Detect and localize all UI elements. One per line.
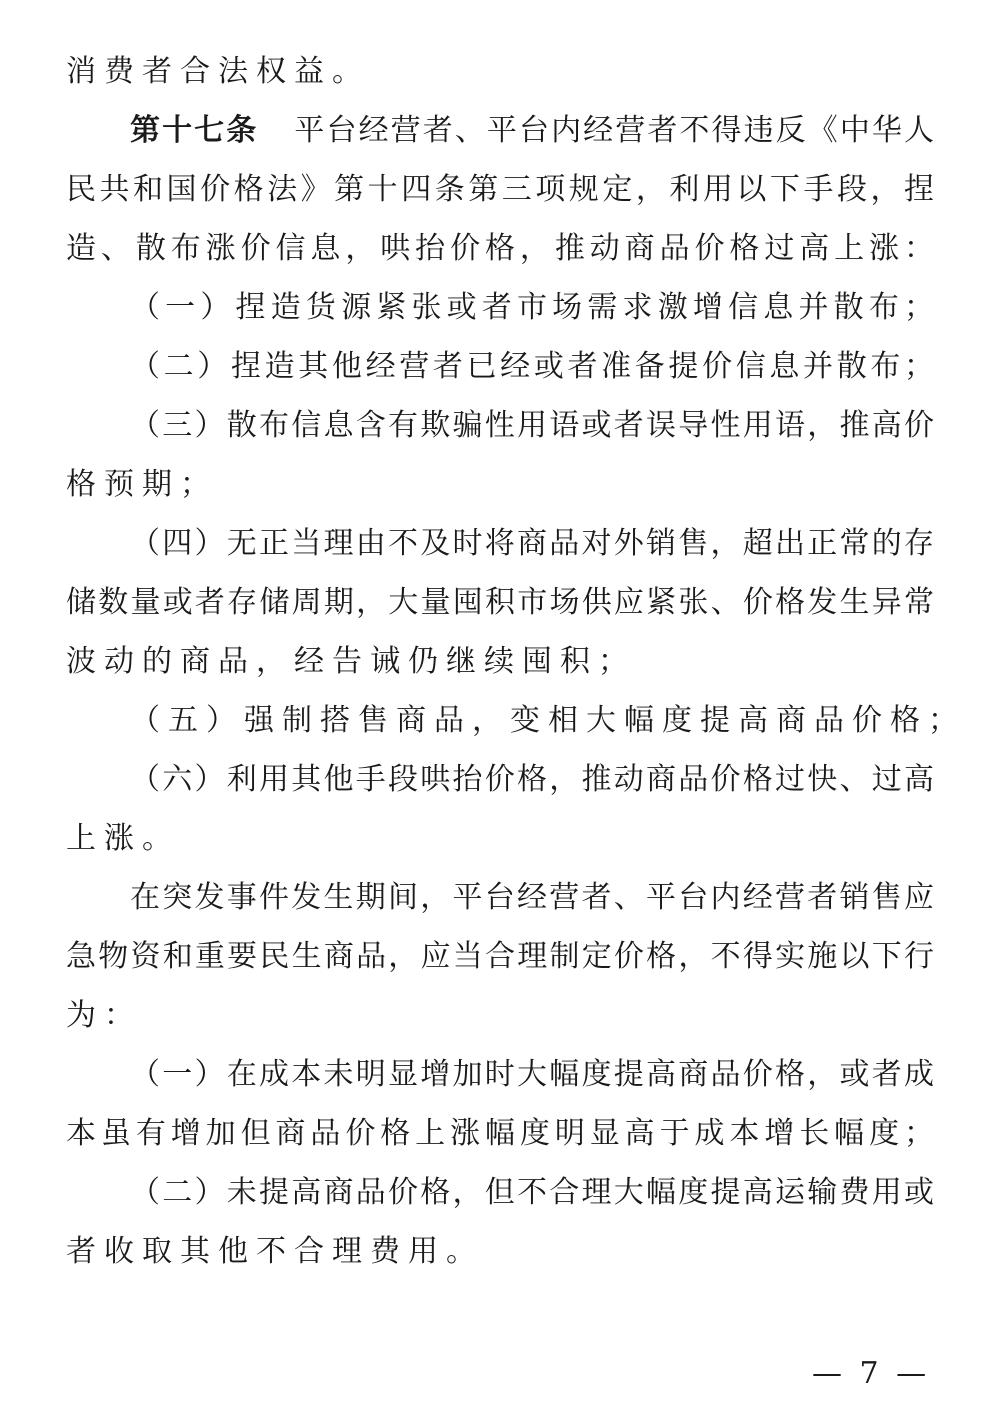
paragraph-line: （六）利用其他手段哄抬价格，推动商品价格过快、过高	[130, 762, 934, 797]
paragraph-line: （五）强制搭售商品，变相大幅度提高商品价格；	[130, 703, 966, 738]
paragraph-line: 储数量或者存储周期，大量囤积市场供应紧张、价格发生异常	[66, 585, 934, 620]
paragraph-line: （一）捏造货源紧张或者市场需求激增信息并散布；	[130, 290, 934, 325]
document-page	[66, 42, 966, 1281]
paragraph-line: 格预期；	[66, 467, 218, 502]
article-17-line	[66, 101, 934, 160]
paragraph-line: （三）散布信息含有欺骗性用语或者误导性用语，推高价	[130, 408, 934, 443]
paragraph-line: （二）未提高商品价格，但不合理大幅度提高运输费用或	[130, 1175, 934, 1210]
paragraph-line: 民共和国价格法》第十四条第三项规定，利用以下手段，捏	[66, 172, 934, 207]
paragraph-line: 在突发事件发生期间，平台经营者、平台内经营者销售应	[130, 880, 934, 915]
paragraph-line: 波动的商品，经告诫仍继续囤积；	[66, 644, 636, 679]
page-number: — 7 —	[812, 1356, 931, 1391]
paragraph-line: （一）在成本未明显增加时大幅度提高商品价格，或者成	[130, 1057, 934, 1092]
paragraph-line: 平台经营者、平台内经营者不得违反《中华人	[292, 113, 935, 148]
paragraph-line: 者收取其他不合理费用。	[66, 1234, 484, 1269]
paragraph-line: 急物资和重要民生商品，应当合理制定价格，不得实施以下行	[66, 939, 934, 974]
paragraph-line: 造、散布涨价信息，哄抬价格，推动商品价格过高上涨：	[66, 231, 934, 266]
paragraph-line: （四）无正当理由不及时将商品对外销售，超出正常的存	[130, 526, 934, 561]
paragraph-line: 为：	[66, 998, 142, 1033]
paragraph-line: 上涨。	[66, 821, 180, 856]
article-heading: 第十七条	[130, 113, 259, 148]
paragraph-line: （二）捏造其他经营者已经或者准备提价信息并散布；	[130, 349, 934, 384]
paragraph-line: 消费者合法权益。	[66, 54, 370, 89]
paragraph-line: 本虽有增加但商品价格上涨幅度明显高于成本增长幅度；	[66, 1116, 934, 1151]
